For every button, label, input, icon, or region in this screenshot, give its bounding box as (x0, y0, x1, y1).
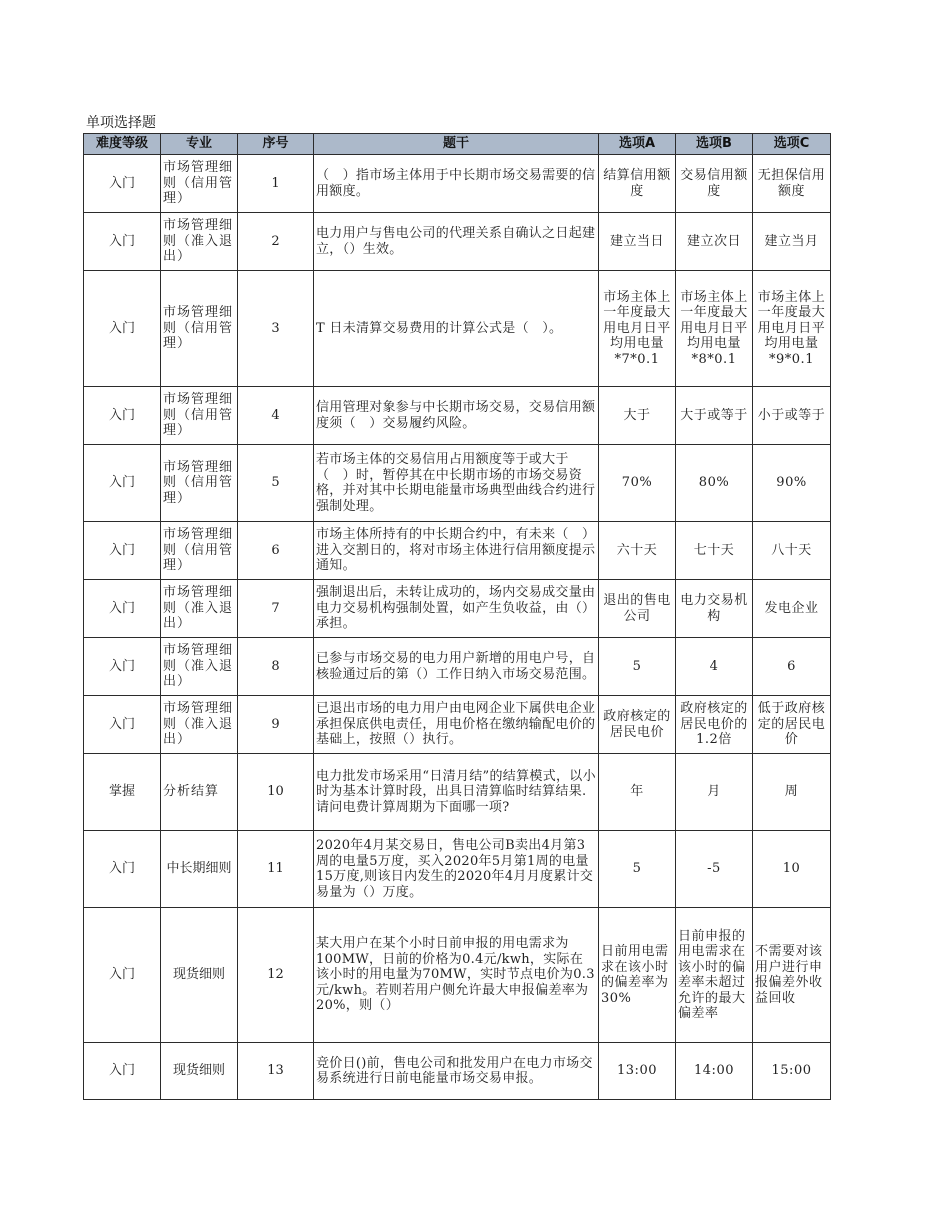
cell-major[interactable]: 市场管理细则（准入退出） (161, 696, 238, 754)
cell-level[interactable]: 入门 (84, 387, 161, 445)
cell-option-c[interactable]: 小于或等于 (753, 387, 831, 445)
cell-no[interactable]: 2 (238, 213, 314, 271)
cell-no[interactable]: 11 (238, 831, 314, 908)
cell-option-a[interactable]: 六十天 (599, 522, 676, 580)
header-row (84, 134, 831, 155)
table-row (84, 754, 831, 831)
cell-level[interactable]: 入门 (84, 522, 161, 580)
cell-stem[interactable]: 电力批发市场采用“日清月结”的结算模式，以小时为基本计算时段，出具日清算临时结算结果.请问电费计算周期为下面哪一项? (314, 754, 599, 831)
cell-option-a[interactable]: 建立当日 (599, 213, 676, 271)
cell-no[interactable]: 13 (238, 1043, 314, 1100)
cell-option-c[interactable]: 市场主体上一年度最大用电月日平均用电量*9*0.1 (753, 271, 831, 387)
cell-level[interactable]: 掌握 (84, 754, 161, 831)
cell-major[interactable]: 现货细则 (161, 1043, 238, 1100)
cell-level[interactable]: 入门 (84, 445, 161, 522)
cell-stem[interactable]: 2020年4月某交易日，售电公司B卖出4月第3周的电量5万度，买入2020年5月第1周的电量15万度,则该日内发生的2020年4月月度累计交易量为（）万度。 (314, 831, 599, 908)
cell-no[interactable]: 4 (238, 387, 314, 445)
header-level[interactable]: 难度等级 (84, 134, 161, 155)
cell-option-a[interactable]: 政府核定的居民电价 (599, 696, 676, 754)
cell-option-b[interactable]: 大于或等于 (676, 387, 753, 445)
cell-option-c[interactable]: 90% (753, 445, 831, 522)
cell-option-c[interactable]: 6 (753, 638, 831, 696)
cell-option-c[interactable]: 发电企业 (753, 580, 831, 638)
cell-option-b[interactable]: 4 (676, 638, 753, 696)
cell-no[interactable]: 12 (238, 908, 314, 1043)
cell-option-b[interactable]: 交易信用额度 (676, 155, 753, 213)
cell-option-b[interactable]: 建立次日 (676, 213, 753, 271)
question-table (83, 133, 831, 1100)
cell-stem[interactable]: 信用管理对象参与中长期市场交易，交易信用额度须（ ）交易履约风险。 (314, 387, 599, 445)
cell-level[interactable]: 入门 (84, 831, 161, 908)
cell-level[interactable]: 入门 (84, 908, 161, 1043)
header-major[interactable]: 专业 (161, 134, 238, 155)
header-option-b[interactable]: 选项B (676, 134, 753, 155)
table-row (84, 1043, 831, 1100)
cell-stem[interactable]: 已参与市场交易的电力用户新增的用电户号，自核验通过后的第（）工作日纳入市场交易范围。 (314, 638, 599, 696)
cell-option-a[interactable]: 日前用电需求在该小时的偏差率为30% (599, 908, 676, 1043)
header-no[interactable]: 序号 (238, 134, 314, 155)
header-option-a[interactable]: 选项A (599, 134, 676, 155)
cell-option-b[interactable]: 月 (676, 754, 753, 831)
cell-level[interactable]: 入门 (84, 213, 161, 271)
cell-no[interactable]: 7 (238, 580, 314, 638)
cell-option-c[interactable]: 10 (753, 831, 831, 908)
cell-major[interactable]: 分析结算 (161, 754, 238, 831)
table-row (84, 155, 831, 213)
cell-option-a[interactable]: 退出的售电公司 (599, 580, 676, 638)
cell-option-c[interactable]: 周 (753, 754, 831, 831)
cell-option-a[interactable]: 70% (599, 445, 676, 522)
cell-no[interactable]: 6 (238, 522, 314, 580)
cell-major[interactable]: 市场管理细则（信用管理） (161, 387, 238, 445)
cell-stem[interactable]: T 日未清算交易费用的计算公式是（ ）。 (314, 271, 599, 387)
cell-stem[interactable]: 已退出市场的电力用户由电网企业下属供电企业承担保底供电责任，用电价格在缴纳输配电价的基础上，按照（）执行。 (314, 696, 599, 754)
cell-option-b[interactable]: -5 (676, 831, 753, 908)
cell-stem[interactable]: 电力用户与售电公司的代理关系自确认之日起建立，（）生效。 (314, 213, 599, 271)
cell-option-b[interactable]: 电力交易机构 (676, 580, 753, 638)
cell-option-b[interactable]: 七十天 (676, 522, 753, 580)
table-row (84, 696, 831, 754)
cell-major[interactable]: 现货细则 (161, 908, 238, 1043)
cell-option-c[interactable]: 无担保信用额度 (753, 155, 831, 213)
cell-stem[interactable]: 竞价日()前，售电公司和批发用户在电力市场交易系统进行日前电能量市场交易申报。 (314, 1043, 599, 1100)
header-stem[interactable]: 题干 (314, 134, 599, 155)
cell-no[interactable]: 8 (238, 638, 314, 696)
cell-level[interactable]: 入门 (84, 271, 161, 387)
cell-option-b[interactable]: 14:00 (676, 1043, 753, 1100)
header-option-c[interactable]: 选项C (753, 134, 831, 155)
cell-option-c[interactable]: 低于政府核定的居民电价 (753, 696, 831, 754)
cell-major[interactable]: 市场管理细则（信用管理） (161, 271, 238, 387)
cell-no[interactable]: 9 (238, 696, 314, 754)
cell-option-a[interactable]: 大于 (599, 387, 676, 445)
table-row (84, 387, 831, 445)
table-row (84, 908, 831, 1043)
table-row (84, 522, 831, 580)
table-row (84, 638, 831, 696)
cell-major[interactable]: 市场管理细则（信用管理） (161, 155, 238, 213)
cell-option-a[interactable]: 年 (599, 754, 676, 831)
cell-option-a[interactable]: 市场主体上一年度最大用电月日平均用电量*7*0.1 (599, 271, 676, 387)
cell-option-b[interactable]: 市场主体上一年度最大用电月日平均用电量*8*0.1 (676, 271, 753, 387)
cell-major[interactable]: 市场管理细则（信用管理） (161, 445, 238, 522)
cell-major[interactable]: 市场管理细则（信用管理） (161, 522, 238, 580)
cell-option-a[interactable]: 5 (599, 638, 676, 696)
cell-option-a[interactable]: 13:00 (599, 1043, 676, 1100)
cell-major[interactable]: 中长期细则 (161, 831, 238, 908)
table-row (84, 213, 831, 271)
table-row (84, 580, 831, 638)
cell-option-c[interactable]: 15:00 (753, 1043, 831, 1100)
cell-stem[interactable]: 若市场主体的交易信用占用额度等于或大于（ ）时，暂停其在中长期市场的市场交易资格，并对其中长期电能量市场典型曲线合约进行强制处理。 (314, 445, 599, 522)
cell-level[interactable]: 入门 (84, 696, 161, 754)
cell-option-a[interactable]: 5 (599, 831, 676, 908)
cell-stem[interactable]: 市场主体所持有的中长期合约中，有未来（ ）进入交割日的，将对市场主体进行信用额度提示通知。 (314, 522, 599, 580)
cell-stem[interactable]: （ ）指市场主体用于中长期市场交易需要的信用额度。 (314, 155, 599, 213)
cell-option-b[interactable]: 80% (676, 445, 753, 522)
cell-option-a[interactable]: 结算信用额度 (599, 155, 676, 213)
table-row (84, 271, 831, 387)
cell-option-c[interactable]: 不需要对该用户进行申报偏差外收益回收 (753, 908, 831, 1043)
cell-no[interactable]: 3 (238, 271, 314, 387)
cell-major[interactable]: 市场管理细则（准入退出） (161, 638, 238, 696)
cell-level[interactable]: 入门 (84, 155, 161, 213)
cell-stem[interactable]: 强制退出后，未转让成功的，场内交易成交量由电力交易机构强制处置，如产生负收益，由（）承担。 (314, 580, 599, 638)
sheet-title: 单项选择题 (86, 115, 156, 131)
cell-option-c[interactable]: 八十天 (753, 522, 831, 580)
cell-no[interactable]: 10 (238, 754, 314, 831)
cell-major[interactable]: 市场管理细则（准入退出） (161, 580, 238, 638)
cell-stem[interactable]: 某大用户在某个小时日前申报的用电需求为100MW，日前的价格为0.4元/kwh，实际在该小时的用电量为70MW，实时节点电价为0.3元/kwh。若则若用户侧允许最大申报偏差率为20%，则（） (314, 908, 599, 1043)
cell-option-b[interactable]: 日前申报的用电需求在该小时的偏差率未超过允许的最大偏差率 (676, 908, 753, 1043)
table-row (84, 445, 831, 522)
cell-option-b[interactable]: 政府核定的居民电价的1.2倍 (676, 696, 753, 754)
cell-no[interactable]: 1 (238, 155, 314, 213)
table-row (84, 831, 831, 908)
cell-option-c[interactable]: 建立当月 (753, 213, 831, 271)
cell-major[interactable]: 市场管理细则（准入退出） (161, 213, 238, 271)
cell-level[interactable]: 入门 (84, 1043, 161, 1100)
cell-no[interactable]: 5 (238, 445, 314, 522)
cell-level[interactable]: 入门 (84, 580, 161, 638)
cell-level[interactable]: 入门 (84, 638, 161, 696)
